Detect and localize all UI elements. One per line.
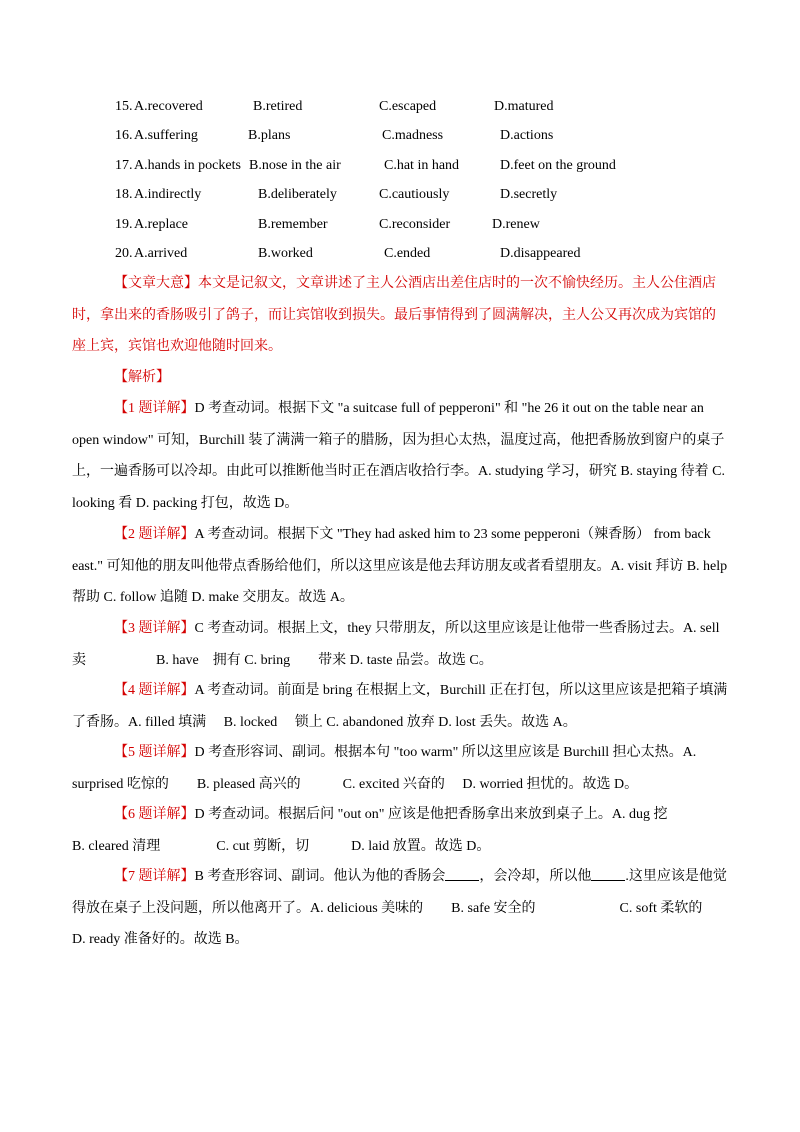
- explanation-5: [72, 737, 728, 800]
- option-b: B.deliberately: [258, 187, 337, 202]
- analysis-heading-line: [72, 362, 728, 394]
- summary-paragraph: [72, 268, 728, 363]
- explanation-1: [72, 393, 728, 519]
- explanation-text-mid: ，会冷却，所以他: [479, 869, 592, 884]
- option-a: A.replace: [134, 217, 189, 232]
- explanation-6: [72, 799, 738, 862]
- explanation-tag: 【3 题详解】: [114, 621, 195, 636]
- explanation-tag: 【6 题详解】: [114, 807, 195, 822]
- option-d: D.secretly: [500, 187, 558, 202]
- analysis-heading: 【解析】: [114, 370, 170, 385]
- option-b: B.remember: [258, 217, 328, 232]
- question-number: 18.: [115, 187, 133, 202]
- option-d: D.matured: [494, 99, 554, 114]
- answer-blank: [591, 866, 625, 881]
- option-c: C.reconsider: [379, 217, 451, 232]
- explanation-text: D 考查形容词、副词。根据本句 "too warm" 所以这里应该是 Burchill 担心太热。A. surprised 吃惊的 B. pleased 高兴的 C. excited 兴奋的 D. worried 担忧的。故选 D。: [72, 745, 697, 792]
- explanation-4: [72, 675, 728, 738]
- explanation-text-pre: B 考查形容词、副词。他认为他的香肠会: [194, 869, 446, 884]
- answer-blank: [445, 866, 479, 881]
- option-b: B.plans: [248, 128, 291, 143]
- explanation-text: D 考查动词。根据下文 "a suitcase full of pepperoni" 和 "he 26 it out on the table near an open window" 可知，Burchill 装了满满一箱子的腊肠，因为担心太热，温度过高，他把香肠放到窗户的桌子上，一遍香肠可以冷却。由此可以推断他当时正在酒店收拾行李。A. studying 学习，研究 B. staying 待着 C. looking 看 D. packing 打包，故选 D。: [72, 401, 725, 511]
- explanation-text: C 考查动词。根据上文，they 只带朋友，所以这里应该是让他带一些香肠过去。A. sell 卖 B. have 拥有 C. bring 带来 D. taste 品尝。故选 C。: [72, 621, 720, 668]
- explanation-text: D 考查动词。根据后问 "out on" 应该是他把香肠拿出来放到桌子上。A. dug 挖 B. cleared 清理 C. cut 剪断，切 D. laid 放置。故选 D。: [72, 807, 738, 854]
- option-a: A.suffering: [134, 128, 198, 143]
- option-c: C.madness: [382, 128, 444, 143]
- option-a: A.hands in pockets: [134, 158, 241, 173]
- question-number: 17.: [115, 158, 133, 173]
- option-d: D.feet on the ground: [500, 158, 616, 173]
- option-a: A.recovered: [134, 99, 203, 114]
- explanation-tag: 【5 题详解】: [114, 745, 195, 760]
- explanation-tag: 【7 题详解】: [114, 869, 195, 884]
- question-number: 19.: [115, 217, 133, 232]
- option-b: B.nose in the air: [249, 158, 341, 173]
- option-a: A.arrived: [134, 246, 188, 261]
- option-d: D.disappeared: [500, 246, 581, 261]
- explanation-text: A 考查动词。前面是 bring 在根据上文，Burchill 正在打包，所以这里应该是把箱子填满了香肠。A. filled 填满 B. locked 锁上 C. abandoned 放弃 D. lost 丢失。故选 A。: [72, 683, 728, 730]
- explanation-tag: 【4 题详解】: [114, 683, 195, 698]
- question-number: 15.: [115, 99, 133, 114]
- explanation-2: [72, 519, 728, 614]
- explanation-tag: 【1 题详解】: [114, 401, 195, 416]
- question-number: 20.: [115, 246, 133, 261]
- summary-tag: 【文章大意】: [114, 276, 198, 291]
- option-d: D.renew: [492, 217, 540, 232]
- question-number: 16.: [115, 128, 133, 143]
- explanation-7: [72, 861, 759, 956]
- option-a: A.indirectly: [134, 187, 202, 202]
- explanation-tag: 【2 题详解】: [114, 527, 195, 542]
- option-c: C.hat in hand: [384, 158, 460, 173]
- explanation-text: A 考查动词。根据下文 "They had asked him to 23 some pepperoni（辣香肠） from back east." 可知他的朋友叫他带点香肠给他们，所以这里应该是他去拜访朋友或者看望朋友。A. visit 拜访 B. help 帮助 C. follow 追随 D. make 交朋友。故选 A。: [72, 527, 728, 605]
- summary-text: 本文是记叙文，文章讲述了主人公酒店出差住店时的一次不愉快经历。主人公住酒店时，拿出来的香肠吸引了鸽子，而让宾馆收到损失。最后事情得到了圆满解决，主人公又再次成为宾馆的座上宾，宾馆也欢迎他随时回来。: [72, 276, 716, 354]
- option-d: D.actions: [500, 128, 554, 143]
- explanation-3: [72, 613, 728, 676]
- option-c: C.ended: [384, 246, 431, 261]
- option-c: C.escaped: [379, 99, 437, 114]
- option-c: C.cautiously: [379, 187, 450, 202]
- option-b: B.retired: [253, 99, 303, 114]
- option-b: B.worked: [258, 246, 313, 261]
- explanation-text-post: .这里应该是他觉得放在桌子上没问题，所以他离开了。A. delicious 美味的 B. safe 安全的 C. soft 柔软的 D. ready 准备好的。故选 B。: [72, 869, 759, 947]
